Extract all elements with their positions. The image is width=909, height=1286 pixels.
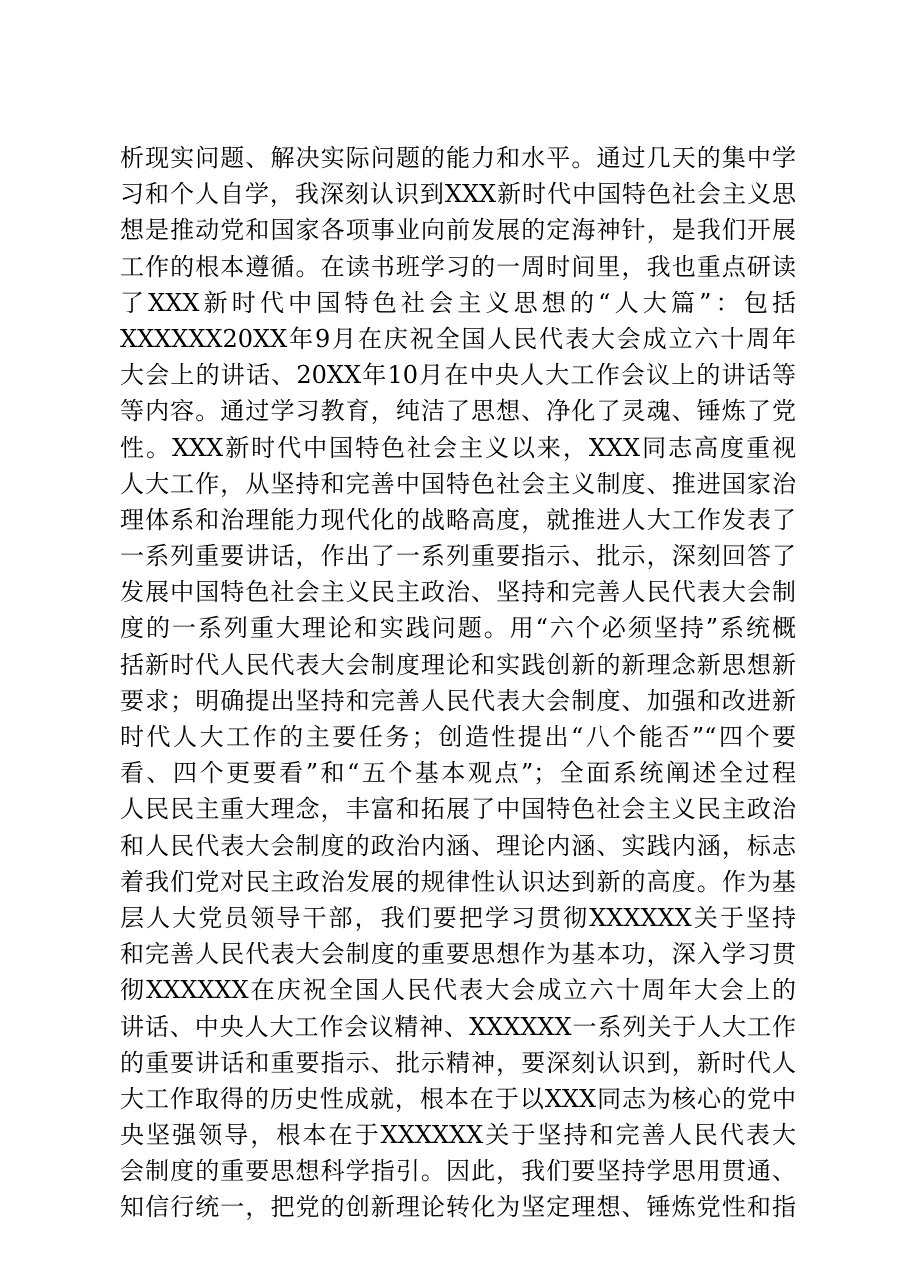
text-line: 看、四个更要看”和“五个基本观点”；全面系统阐述全过程 [120, 759, 796, 788]
text-line: 大会上的讲话、20XX年10月在中央人大工作会议上的讲话等 [120, 361, 796, 390]
text-line: 着我们党对民主政治发展的规律性认识达到新的高度。作为基 [120, 867, 796, 896]
text-line: XXXXXX20XX年9月在庆祝全国人民代表大会成立六十周年 [120, 324, 796, 353]
text-line: 了XXX新时代中国特色社会主义思想的“人大篇”：包括 [120, 288, 796, 317]
text-line: 层人大党员领导干部，我们要把学习贯彻XXXXXX关于坚持 [120, 903, 796, 932]
text-line: 性。XXX新时代中国特色社会主义以来，XXX同志高度重视 [120, 433, 796, 462]
text-line: 理体系和治理能力现代化的战略高度，就推进人大工作发表了 [120, 505, 796, 534]
text-line: 会制度的重要思想科学指引。因此，我们要坚持学思用贯通、 [120, 1157, 796, 1186]
text-line: 等内容。通过学习教育，纯洁了思想、净化了灵魂、锤炼了党 [120, 397, 796, 426]
text-line: 央坚强领导，根本在于XXXXXX关于坚持和完善人民代表大 [120, 1121, 796, 1150]
text-line: 彻XXXXXX在庆祝全国人民代表大会成立六十周年大会上的 [120, 976, 796, 1005]
text-line: 和人民代表大会制度的政治内涵、理论内涵、实践内涵，标志 [120, 831, 796, 860]
text-line: 括新时代人民代表大会制度理论和实践创新的新理念新思想新 [120, 650, 796, 679]
text-line: 和完善人民代表大会制度的重要思想作为基本功，深入学习贯 [120, 940, 796, 969]
text-line: 发展中国特色社会主义民主政治、坚持和完善人民代表大会制 [120, 578, 796, 607]
text-line: 讲话、中央人大工作会议精神、XXXXXX一系列关于人大工作 [120, 1012, 796, 1041]
text-line: 的重要讲话和重要指示、批示精神，要深刻认识到，新时代人 [120, 1048, 796, 1077]
text-line: 度的一系列重大理论和实践问题。用“六个必须坚持”系统概 [120, 614, 796, 643]
text-line: 要求；明确提出坚持和完善人民代表大会制度、加强和改进新 [120, 686, 796, 715]
text-line: 时代人大工作的主要任务；创造性提出“八个能否”“四个要 [120, 723, 796, 751]
text-line: 知信行统一，把党的创新理论转化为坚定理想、锤炼党性和指 [120, 1193, 796, 1222]
text-line: 析现实问题、解决实际问题的能力和水平。通过几天的集中学 [120, 144, 796, 172]
text-line: 工作的根本遵循。在读书班学习的一周时间里，我也重点研读 [120, 252, 796, 281]
text-line: 习和个人自学，我深刻认识到XXX新时代中国特色社会主义思 [120, 180, 796, 209]
text-line: 一系列重要讲话，作出了一系列重要指示、批示，深刻回答了 [120, 542, 796, 571]
body-text [120, 140, 796, 1226]
text-line: 人大工作，从坚持和完善中国特色社会主义制度、推进国家治 [120, 469, 796, 498]
text-line: 想是推动党和国家各项事业向前发展的定海神针，是我们开展 [120, 216, 796, 245]
text-line: 人民民主重大理念，丰富和拓展了中国特色社会主义民主政治 [120, 795, 796, 824]
text-line: 大工作取得的历史性成就，根本在于以XXX同志为核心的党中 [120, 1084, 796, 1113]
